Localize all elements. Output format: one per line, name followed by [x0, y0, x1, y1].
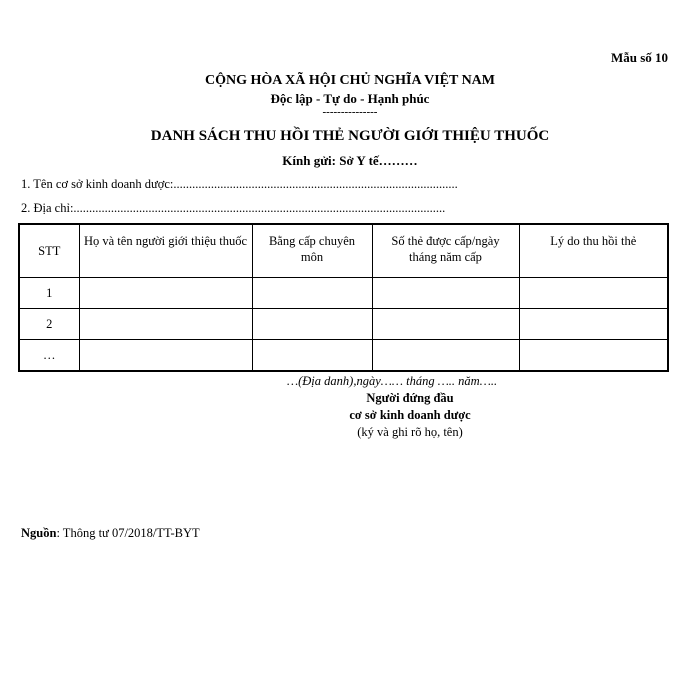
source-note — [21, 526, 200, 541]
table-cell-card-number — [372, 340, 519, 372]
table-row — [19, 309, 668, 340]
table-cell-reason — [519, 309, 668, 340]
column-header-card-number: Số thẻ được cấp/ngày tháng năm cấp — [372, 224, 519, 278]
place-date-line: …(Địa danh),ngày…… tháng ….. năm….. — [287, 374, 498, 388]
table-cell-qualification — [252, 278, 372, 309]
source-label: Nguồn — [21, 526, 57, 540]
column-header-reason: Lý do thu hồi thẻ — [519, 224, 668, 278]
table-cell-reason — [519, 340, 668, 372]
table-cell-stt: 1 — [19, 278, 79, 309]
signer-title-line1: Người đứng đầu — [366, 391, 454, 405]
table-header-row — [19, 224, 668, 278]
signer-title-line2: cơ sở kinh doanh dược — [349, 408, 471, 422]
table-row — [19, 278, 668, 309]
table-cell-stt: … — [19, 340, 79, 372]
address-field: 2. Địa chỉ:....................................................................................................................... — [21, 201, 446, 215]
table-cell-name — [79, 278, 252, 309]
nation-heading: CỘNG HÒA XÃ HỘI CHỦ NGHĨA VIỆT NAM — [204, 73, 495, 88]
table-cell-name — [79, 309, 252, 340]
revocation-table — [18, 223, 669, 372]
document-title: DANH SÁCH THU HỒI THẺ NGƯỜI GIỚI THIỆU THUỐC — [150, 128, 550, 144]
table-cell-card-number — [372, 278, 519, 309]
table-cell-stt: 2 — [19, 309, 79, 340]
column-header-name: Họ và tên người giới thiệu thuốc — [79, 224, 252, 278]
table-cell-card-number — [372, 309, 519, 340]
form-number: Mẫu số 10 — [610, 50, 668, 65]
table-cell-qualification — [252, 340, 372, 372]
motto-divider: --------------- — [322, 106, 378, 118]
business-name-field: 1. Tên cơ sở kinh doanh dược:........................................................................................... — [21, 177, 458, 191]
table-cell-name — [79, 340, 252, 372]
addressee: Kính gửi: Sở Y tế……… — [282, 153, 418, 168]
column-header-qualification: Bằng cấp chuyên môn — [252, 224, 372, 278]
column-header-stt: STT — [19, 224, 79, 278]
table-row — [19, 340, 668, 372]
source-text: : Thông tư 07/2018/TT-BYT — [56, 526, 200, 540]
table-cell-qualification — [252, 309, 372, 340]
table-cell-reason — [519, 278, 668, 309]
signature-note: (ký và ghi rõ họ, tên) — [357, 425, 463, 439]
motto: Độc lập - Tự do - Hạnh phúc — [270, 91, 430, 106]
